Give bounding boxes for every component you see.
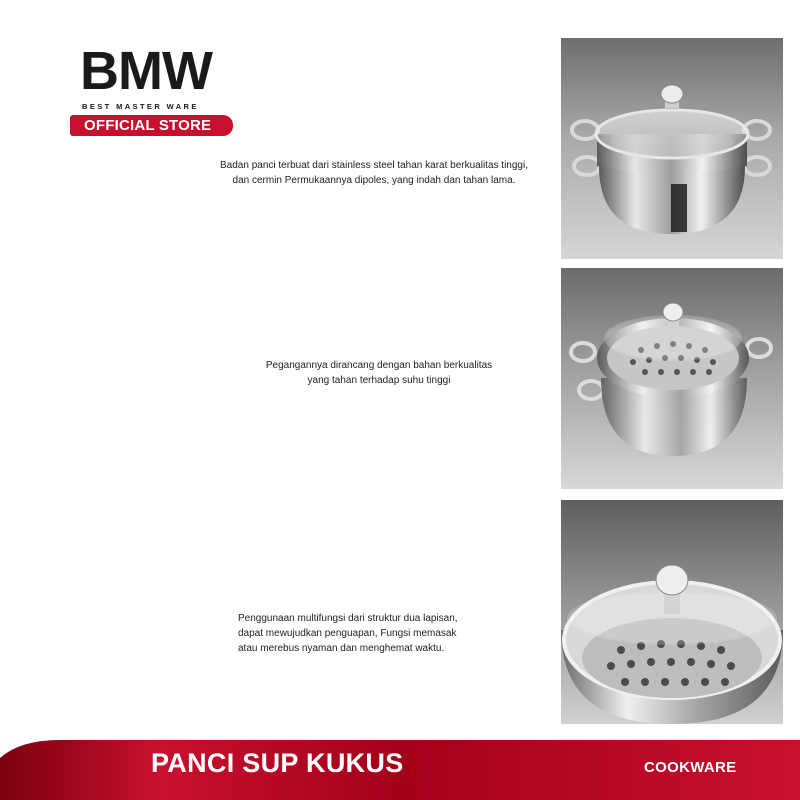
feature-description-multifunction [238,611,508,656]
official-store-badge [70,115,233,136]
product-photo-steamer-pot [561,38,783,259]
feature-line: Badan panci terbuat dari stainless steel tahan karat berkualitas tinggi, [220,160,528,171]
logo-mark: BMW [80,41,212,101]
steamer-pot-illustration [561,38,783,259]
feature-line: dan cermin Permukaannya dipoles, yang indah dan tahan lama. [232,175,516,186]
feature-line: dapat mewujudkan penguapan, Fungsi memasak [238,628,457,639]
feature-line: Pegangannya dirancang dengan bahan berkualitas [265,360,493,371]
product-title: PANCI SUP KUKUS [151,748,404,778]
product-photo-steamer-tray [561,500,783,724]
feature-line: atau merebus nyaman dan menghemat waktu. [238,643,445,654]
footer-banner [0,740,800,800]
feature-description-handle [240,358,518,388]
feature-description-material [196,158,552,188]
steamer-tray-illustration [561,500,783,724]
feature-line: Penggunaan multifungsi dari struktur dua lapisan, [238,613,458,624]
feature-line: yang tahan terhadap suhu tinggi [307,375,451,386]
product-category: COOKWARE [644,759,737,776]
product-photo-handle [561,268,783,489]
brand-logo [70,41,240,139]
logo-tagline: BEST MASTER WARE [82,102,199,111]
official-store-label: OFFICIAL STORE [84,117,212,134]
steamer-handle-illustration [561,268,783,489]
